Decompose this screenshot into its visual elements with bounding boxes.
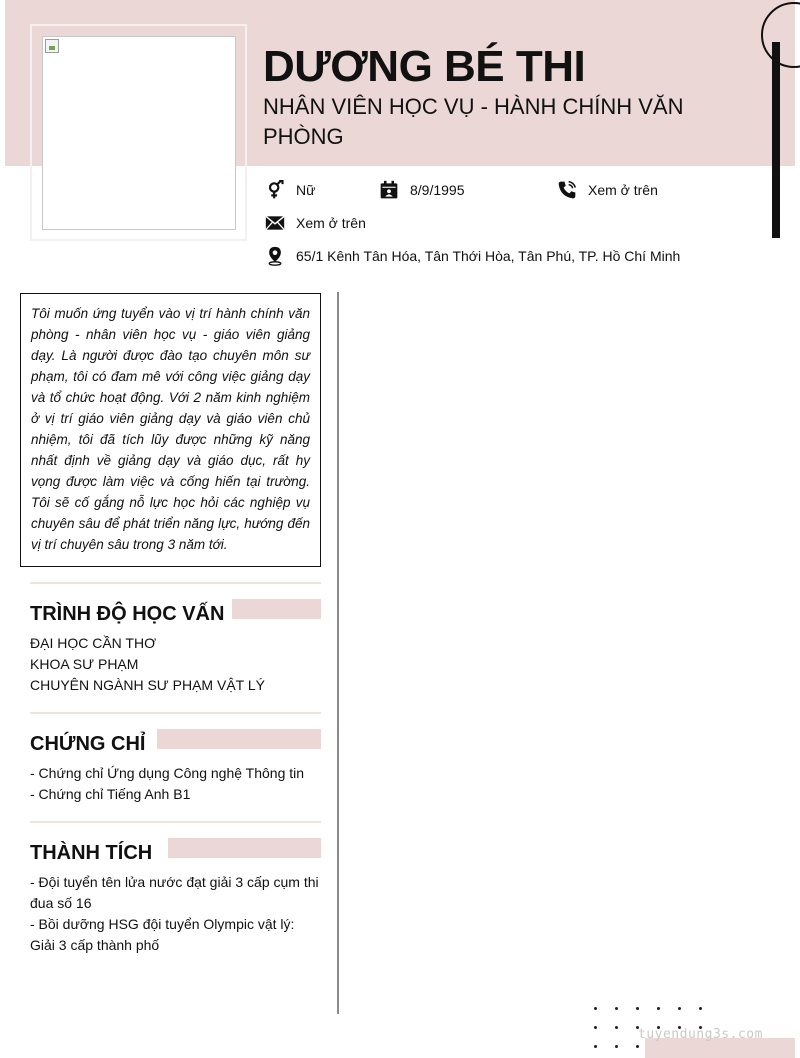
broken-image-icon — [45, 39, 59, 53]
section-divider — [30, 712, 321, 714]
decorative-dot — [657, 1007, 660, 1010]
education-line: ĐẠI HỌC CẦN THƠ — [30, 635, 157, 651]
achievement-line: - Bồi dưỡng HSG đội tuyển Olympic vật lý: Giải 3 cấp thành phố — [30, 916, 295, 953]
achievements-heading: THÀNH TÍCH — [30, 842, 153, 864]
education-heading-bar — [232, 599, 321, 619]
email-value: Xem ở trên — [296, 215, 366, 231]
education-line: KHOA SƯ PHẠM — [30, 656, 139, 672]
phone-icon — [556, 179, 578, 201]
decorative-dot — [615, 1045, 618, 1048]
contact-birthdate — [378, 179, 465, 201]
decorative-dot — [594, 1007, 597, 1010]
contact-email — [264, 212, 366, 234]
career-summary: Tôi muốn ứng tuyển vào vị trí hành chính văn phòng - nhân viên học vụ - giáo viên giảng dạy. Là người được đào tạo chuyên môn sư phạm, tôi có đam mê với công việc giảng dạy và tổ chức hoạt động. Với 2 năm kinh nghiệm ở vị trí giáo viên giảng dạy và giáo viên chủ nhiệm, tôi đã tích lũy được những kỹ năng nhất định về giảng dạy và giáo dục, rất hy vọng được làm việc và cống hiến tại trường. Tôi sẽ cố gắng nỗ lực học hỏi các nghiệp vụ chuyên sâu để phát triển năng lực, hướng đến vị trí chuyên sâu trong 3 năm tới. — [20, 293, 321, 567]
decorative-dot — [699, 1007, 702, 1010]
location-pin-icon — [264, 245, 286, 267]
candidate-name: DƯƠNG BÉ THI — [263, 42, 586, 91]
contact-phone — [556, 179, 658, 201]
achievements-body — [30, 872, 321, 956]
education-body — [30, 633, 321, 696]
column-divider — [337, 292, 339, 1014]
watermark: tuyendung3s.com — [638, 1027, 763, 1042]
calendar-icon — [378, 179, 400, 201]
decorative-dot — [594, 1026, 597, 1029]
section-divider — [30, 582, 321, 584]
decorative-dot — [615, 1007, 618, 1010]
decorative-dot — [636, 1045, 639, 1048]
certificate-line: - Chứng chỉ Ứng dụng Công nghệ Thông tin — [30, 765, 305, 781]
decorative-dot — [615, 1026, 618, 1029]
certificate-line: - Chứng chỉ Tiếng Anh B1 — [30, 786, 191, 802]
decorative-bar — [772, 42, 780, 238]
gender-value: Nữ — [296, 182, 316, 198]
mail-icon — [264, 212, 286, 234]
achievement-line: - Đội tuyển tên lửa nước đạt giải 3 cấp cụm thi đua số 16 — [30, 874, 319, 911]
contact-gender — [264, 179, 315, 201]
section-divider — [30, 821, 321, 823]
achievements-heading-bar — [168, 838, 321, 858]
job-title: NHÂN VIÊN HỌC VỤ - HÀNH CHÍNH VĂN PHÒNG — [263, 94, 684, 149]
phone-value: Xem ở trên — [588, 182, 658, 198]
decorative-dot — [636, 1007, 639, 1010]
certificates-body — [30, 763, 321, 805]
birthdate-value: 8/9/1995 — [410, 182, 465, 198]
education-line: CHUYÊN NGÀNH SƯ PHẠM VẬT LÝ — [30, 677, 265, 693]
contact-address — [264, 245, 680, 267]
profile-photo — [42, 36, 236, 230]
gender-icon — [264, 179, 286, 201]
education-heading: TRÌNH ĐỘ HỌC VẤN — [30, 603, 225, 625]
decorative-dot — [678, 1007, 681, 1010]
certificates-heading-bar — [157, 729, 321, 749]
decorative-dot — [594, 1045, 597, 1048]
address-value: 65/1 Kênh Tân Hóa, Tân Thới Hòa, Tân Phú, TP. Hồ Chí Minh — [296, 248, 681, 264]
certificates-heading: CHỨNG CHỈ — [30, 733, 146, 755]
